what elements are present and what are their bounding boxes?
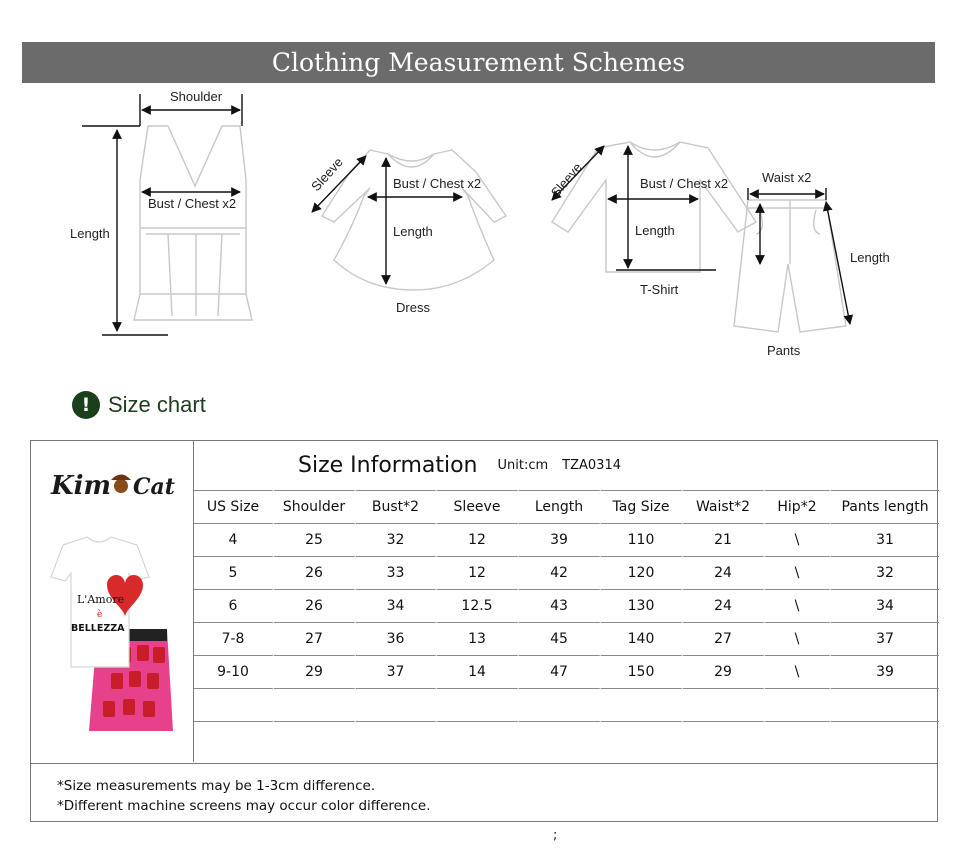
dress-sleeve-label: Sleeve bbox=[308, 154, 346, 195]
table-row bbox=[194, 655, 939, 688]
table-cell: 27 bbox=[274, 622, 356, 655]
table-row bbox=[194, 721, 939, 754]
vest-diagram bbox=[70, 89, 252, 335]
table-cell: 24 bbox=[683, 589, 765, 622]
table-cell: \ bbox=[765, 655, 831, 688]
table-cell: 33 bbox=[356, 556, 437, 589]
table-cell: 29 bbox=[274, 655, 356, 688]
table-cell bbox=[601, 688, 683, 721]
table-cell bbox=[274, 688, 356, 721]
vest-bust-label: Bust / Chest x2 bbox=[148, 196, 237, 211]
table-cell bbox=[356, 688, 437, 721]
svg-text:è: è bbox=[97, 610, 103, 620]
table-cell bbox=[437, 721, 519, 754]
table-cell: 32 bbox=[356, 523, 437, 556]
table-cell bbox=[765, 721, 831, 754]
table-cell: 12.5 bbox=[437, 589, 519, 622]
svg-text:Kim: Kim bbox=[51, 471, 111, 501]
table-cell: 4 bbox=[194, 523, 274, 556]
table-cell: 130 bbox=[601, 589, 683, 622]
table-cell: 26 bbox=[274, 589, 356, 622]
size-info-title: Size Information bbox=[298, 452, 478, 478]
size-table bbox=[194, 490, 939, 754]
pants-diagram bbox=[734, 170, 890, 358]
tshirt-sleeve-label: Sleeve bbox=[547, 159, 585, 200]
table-cell: 6 bbox=[194, 589, 274, 622]
vest-length-label: Length bbox=[70, 226, 110, 241]
table-cell: 21 bbox=[683, 523, 765, 556]
table-cell: 26 bbox=[274, 556, 356, 589]
table-cell: 7-8 bbox=[194, 622, 274, 655]
note-line: *Different machine screens may occur color difference. bbox=[57, 798, 431, 814]
svg-text:Cat: Cat bbox=[133, 474, 175, 500]
table-cell: 36 bbox=[356, 622, 437, 655]
brand-logo bbox=[49, 467, 179, 508]
table-cell bbox=[519, 688, 601, 721]
table-cell: 120 bbox=[601, 556, 683, 589]
svg-text:L'Amore: L'Amore bbox=[77, 593, 125, 606]
col-header: Pants length bbox=[831, 490, 939, 523]
table-cell: 24 bbox=[683, 556, 765, 589]
table-row bbox=[194, 523, 939, 556]
unit-label: Unit:cm bbox=[497, 457, 549, 473]
size-chart-label: Size chart bbox=[108, 392, 206, 417]
table-cell: 31 bbox=[831, 523, 939, 556]
col-header: US Size bbox=[194, 490, 274, 523]
table-cell: \ bbox=[765, 589, 831, 622]
table-cell bbox=[437, 688, 519, 721]
table-row bbox=[194, 688, 939, 721]
table-cell: 39 bbox=[831, 655, 939, 688]
col-header: Tag Size bbox=[601, 490, 683, 523]
table-cell: 110 bbox=[601, 523, 683, 556]
table-cell bbox=[683, 688, 765, 721]
table-cell: 37 bbox=[831, 622, 939, 655]
table-cell: 39 bbox=[519, 523, 601, 556]
table-cell: 34 bbox=[831, 589, 939, 622]
table-cell: 45 bbox=[519, 622, 601, 655]
tshirt-diagram bbox=[548, 142, 756, 297]
table-cell bbox=[274, 721, 356, 754]
col-header: Shoulder bbox=[274, 490, 356, 523]
size-info-header bbox=[194, 441, 938, 489]
dress-bust-label: Bust / Chest x2 bbox=[393, 176, 482, 191]
dress-length-label: Length bbox=[393, 224, 433, 239]
table-cell bbox=[683, 721, 765, 754]
table-cell: 47 bbox=[519, 655, 601, 688]
tshirt-name-label: T-Shirt bbox=[640, 282, 679, 297]
col-header: Sleeve bbox=[437, 490, 519, 523]
table-cell: 37 bbox=[356, 655, 437, 688]
table-cell: 13 bbox=[437, 622, 519, 655]
table-cell bbox=[765, 688, 831, 721]
table-cell bbox=[356, 721, 437, 754]
col-header: Bust*2 bbox=[356, 490, 437, 523]
table-cell: 43 bbox=[519, 589, 601, 622]
pants-name-label: Pants bbox=[767, 343, 801, 358]
note-line: *Size measurements may be 1-3cm difference. bbox=[57, 778, 376, 794]
table-cell: 29 bbox=[683, 655, 765, 688]
table-cell bbox=[194, 688, 274, 721]
notes bbox=[31, 763, 937, 821]
col-header: Waist*2 bbox=[683, 490, 765, 523]
table-cell bbox=[831, 721, 939, 754]
table-cell: \ bbox=[765, 556, 831, 589]
dress-diagram bbox=[308, 150, 506, 315]
table-cell bbox=[519, 721, 601, 754]
table-cell: 12 bbox=[437, 556, 519, 589]
table-cell bbox=[831, 688, 939, 721]
table-header-row bbox=[194, 490, 939, 523]
pants-waist-label: Waist x2 bbox=[762, 170, 812, 185]
table-cell: \ bbox=[765, 523, 831, 556]
table-cell: 32 bbox=[831, 556, 939, 589]
table-cell: 27 bbox=[683, 622, 765, 655]
dress-name-label: Dress bbox=[396, 300, 430, 315]
table-cell: 150 bbox=[601, 655, 683, 688]
col-header: Hip*2 bbox=[765, 490, 831, 523]
table-cell: 140 bbox=[601, 622, 683, 655]
table-cell: 5 bbox=[194, 556, 274, 589]
svg-text:BELLEZZA: BELLEZZA bbox=[71, 623, 125, 634]
table-cell bbox=[601, 721, 683, 754]
tshirt-length-label: Length bbox=[635, 223, 675, 238]
table-cell: 42 bbox=[519, 556, 601, 589]
footer-mark: ; bbox=[553, 828, 558, 843]
col-header: Length bbox=[519, 490, 601, 523]
size-info-panel bbox=[30, 440, 938, 822]
tshirt-bust-label: Bust / Chest x2 bbox=[640, 176, 729, 191]
measurement-schemes bbox=[0, 84, 960, 374]
table-cell: \ bbox=[765, 622, 831, 655]
product-code: TZA0314 bbox=[562, 457, 621, 473]
table-cell: 25 bbox=[274, 523, 356, 556]
table-cell: 9-10 bbox=[194, 655, 274, 688]
table-cell: 14 bbox=[437, 655, 519, 688]
pants-length-label: Length bbox=[850, 250, 890, 265]
brand-panel bbox=[31, 441, 194, 762]
table-cell: 12 bbox=[437, 523, 519, 556]
vest-shoulder-label: Shoulder bbox=[170, 89, 223, 104]
exclamation-circle-icon: ! bbox=[72, 391, 100, 419]
banner-title: Clothing Measurement Schemes bbox=[22, 42, 935, 83]
size-chart-heading bbox=[72, 390, 206, 420]
table-cell bbox=[194, 721, 274, 754]
table-row bbox=[194, 556, 939, 589]
table-row bbox=[194, 622, 939, 655]
table-row bbox=[194, 589, 939, 622]
product-image bbox=[49, 533, 187, 733]
table-cell: 34 bbox=[356, 589, 437, 622]
